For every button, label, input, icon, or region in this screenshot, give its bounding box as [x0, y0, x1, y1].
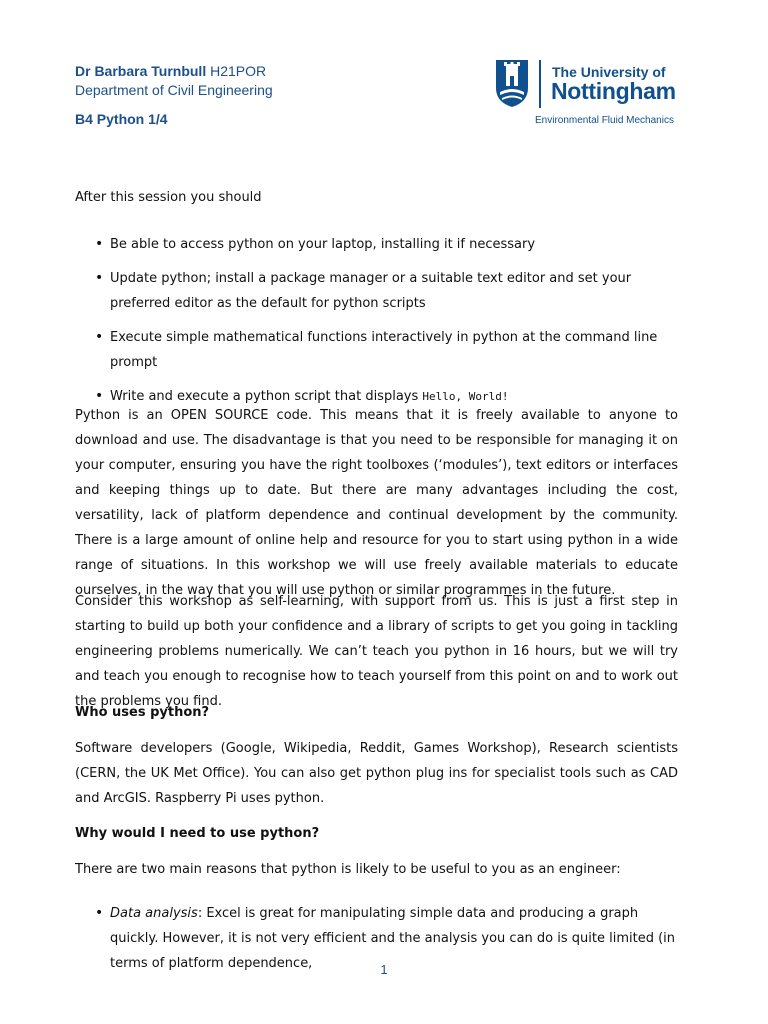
- intro-text: After this session you should: [75, 190, 262, 205]
- paragraph-who-uses: Software developers (Google, Wikipedia, Reddit, Games Workshop), Research scientists (CERN, the UK Met Office). You can also get python plug ins for specialist tools such as CAD and ArcGIS. Raspberry Pi uses python.: [75, 741, 678, 806]
- page-number: 1: [380, 962, 388, 977]
- header-block: [75, 62, 273, 127]
- reason-text: : Excel is great for manipulating simple data and producing a graph quickly. However, it is not very efficient and the analysis you can do is quite limited (in terms of platform dependence,: [110, 906, 676, 971]
- author-line: [75, 62, 273, 81]
- paragraph-reasons: There are two main reasons that python is likely to be useful to you as an engineer:: [75, 862, 621, 877]
- reason-term: Data analysis: [110, 906, 198, 921]
- heading-why-python: Why would I need to use python?: [75, 826, 320, 841]
- list-item-text: Write and execute a python script that displays: [110, 389, 423, 404]
- inline-code: Hello, World!: [422, 390, 509, 403]
- logo-line1: The University of: [552, 64, 666, 80]
- paragraph-self-learning: Consider this workshop as self-learning, with support from us. This is just a first step in starting to build up both your confidence and a library of scripts to get you going in tackling engineering problems numerically. We can’t teach you python in 16 hours, but we will try and teach you enough to recognise how to teach yourself from this point on and to work out the problems you find.: [75, 594, 678, 709]
- objectives-list: [75, 232, 678, 418]
- heading-who-uses: Who uses python?: [75, 705, 210, 720]
- list-item: • Execute simple mathematical functions interactively in python at the command line prompt: [75, 325, 678, 375]
- logo-line2: Nottingham: [551, 78, 676, 104]
- paragraph-open-source: Python is an OPEN SOURCE code. This means that it is freely available to anyone to download and use. The disadvantage is that you need to be responsible for managing it on your computer, ensuring you have the right toolboxes (‘modules’), text editors or interfaces and keeping things up to date. But there are many advantages including the cost, versatility, lack of platform dependence and continual development by the community. There is a large amount of online help and resource for you to start using python in a wide range of situations. In this workshop we will use freely available materials to educate ourselves, in the way that you will use python or similar programmes in the future.: [75, 408, 678, 598]
- logo-subtitle: Environmental Fluid Mechanics: [535, 115, 674, 126]
- department: Department of Civil Engineering: [75, 82, 273, 98]
- course-code: B4 Python 1/4: [75, 111, 168, 127]
- logo-divider: [539, 60, 541, 108]
- author-name: Dr Barbara Turnbull: [75, 63, 207, 79]
- list-item: • Update python; install a package manager or a suitable text editor and set your preferred editor as the default for python scripts: [75, 266, 678, 316]
- castle-shield-icon: [492, 58, 532, 108]
- list-item: • Be able to access python on your laptop, installing it if necessary: [75, 232, 678, 257]
- university-logo: [492, 58, 682, 128]
- author-code: H21POR: [210, 63, 267, 79]
